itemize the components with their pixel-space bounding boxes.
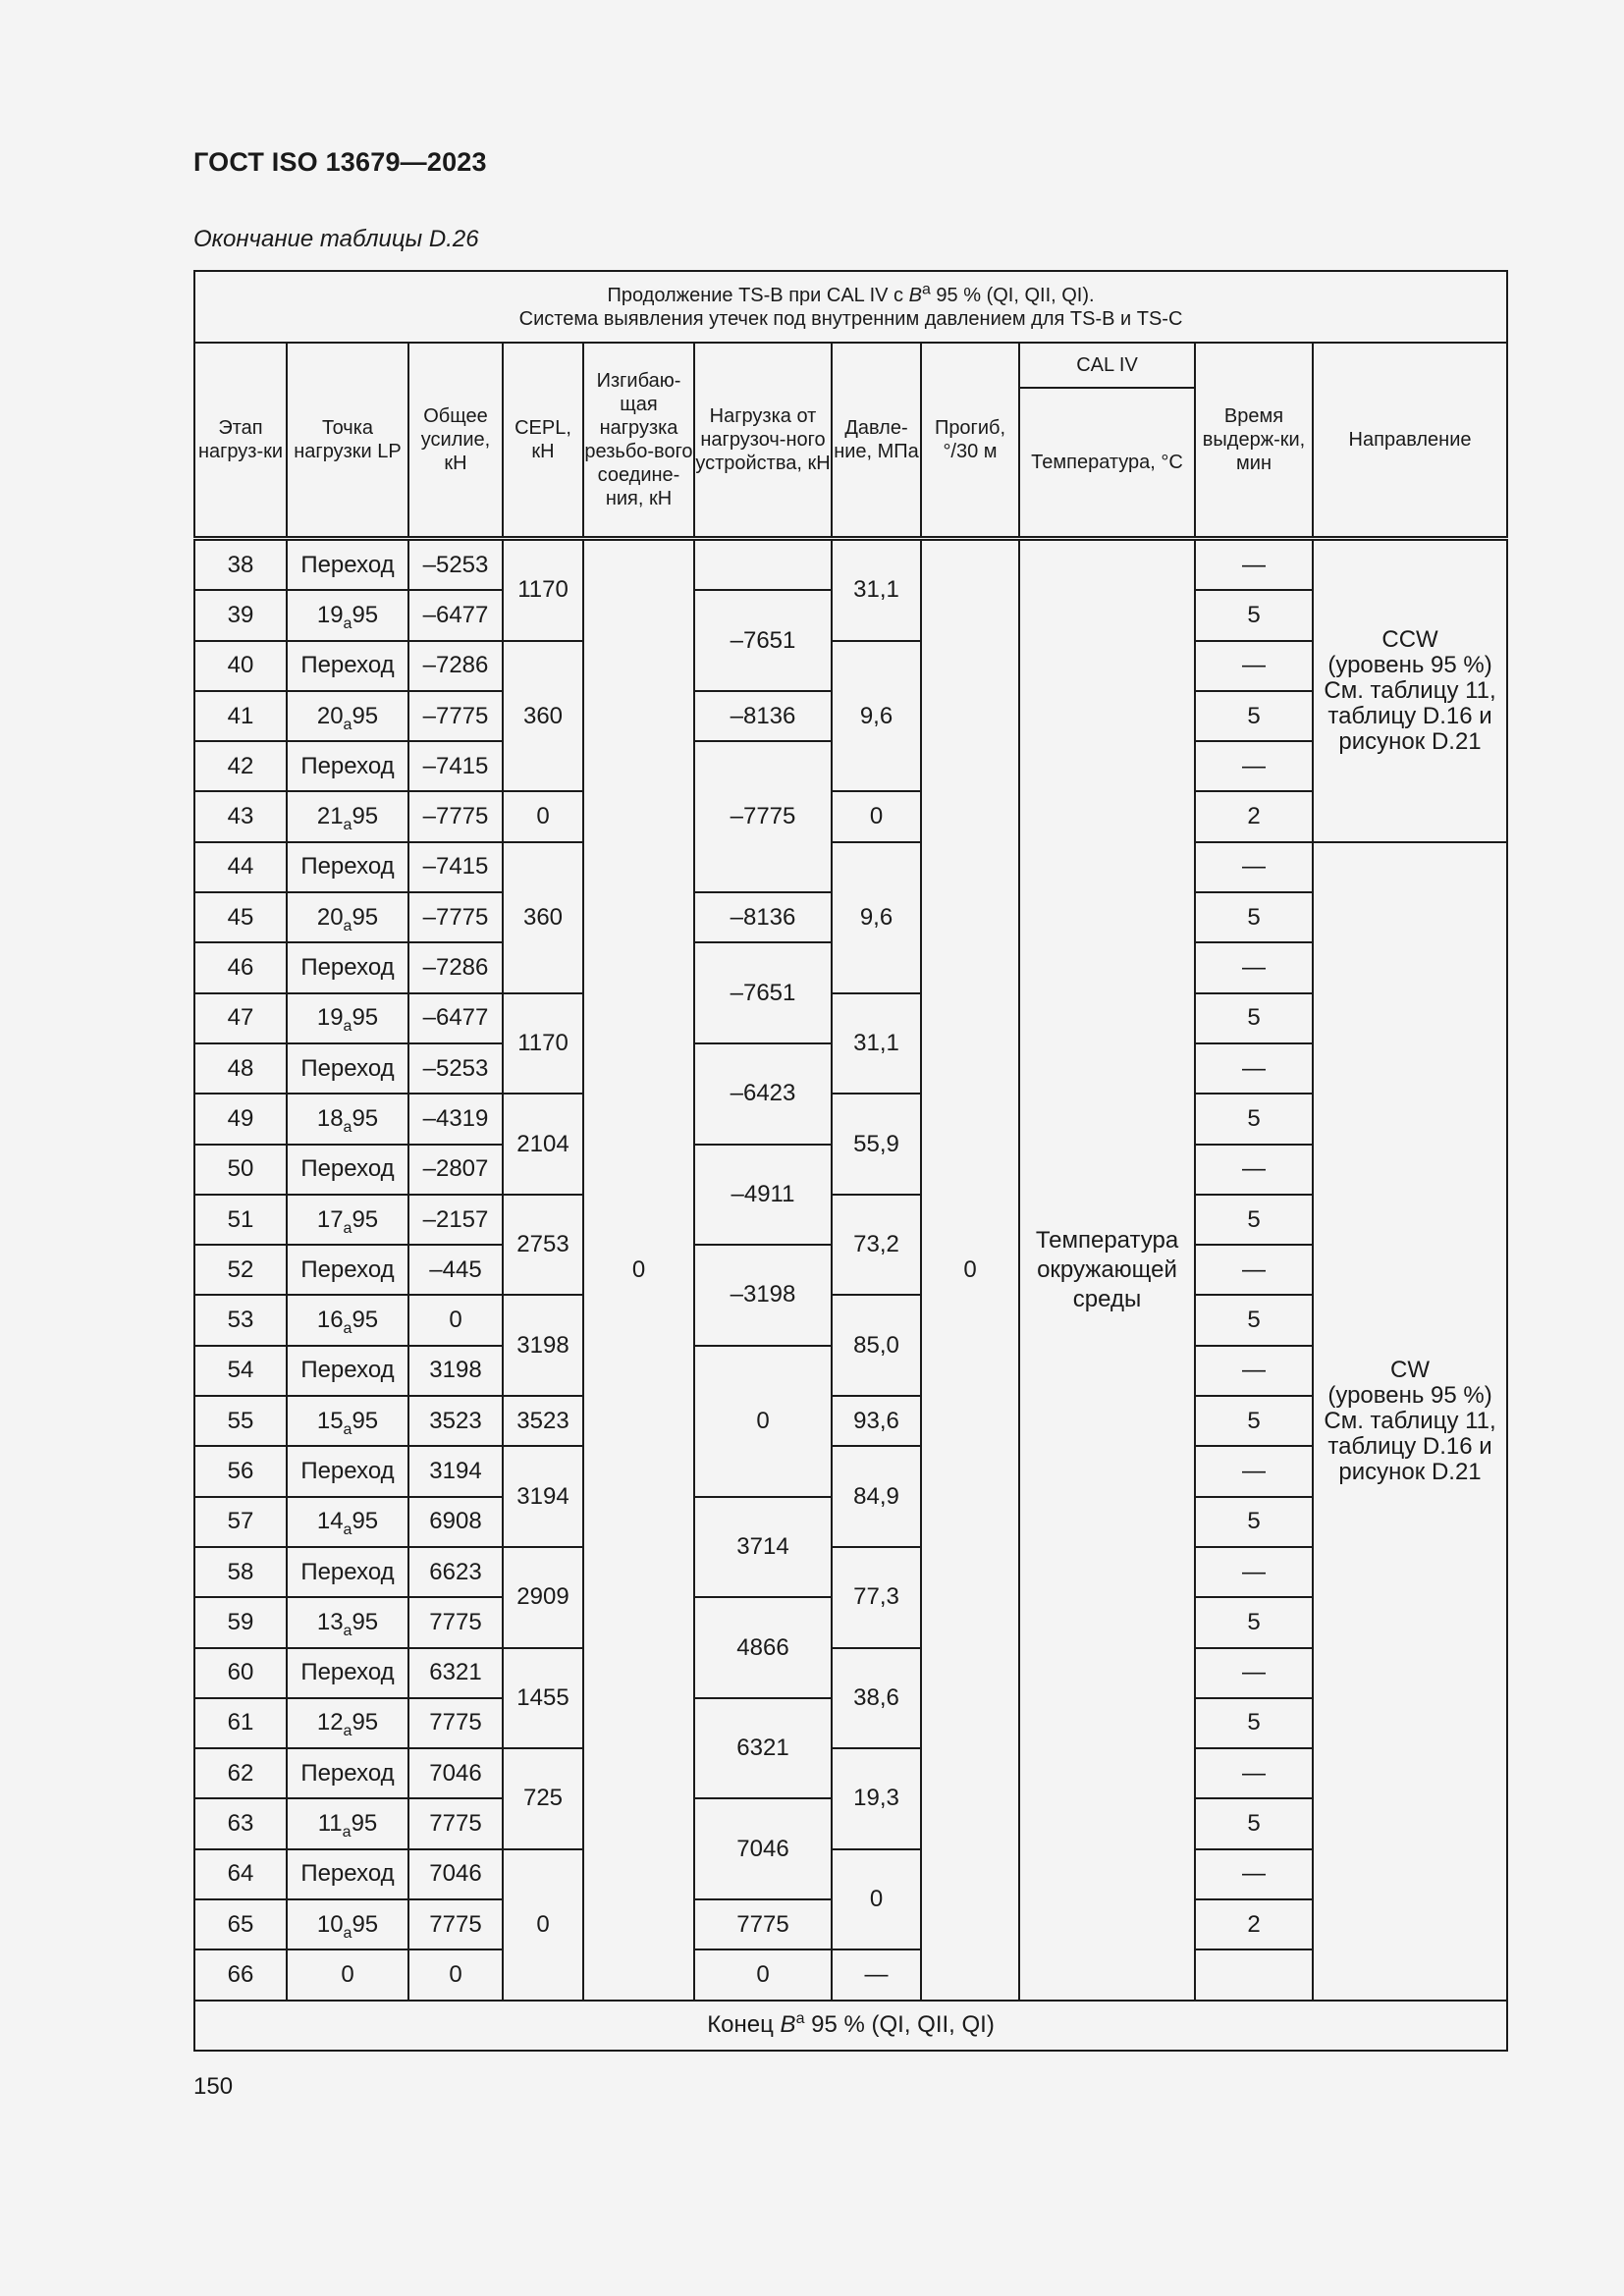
- device-load-cell: –8136: [694, 691, 832, 741]
- total-force-cell: –7286: [408, 641, 503, 691]
- col-header-cepl: CEPL, кН: [503, 343, 583, 539]
- total-force-cell: –6477: [408, 590, 503, 640]
- load-point-cell: [287, 1346, 408, 1396]
- total-force-cell: –7775: [408, 691, 503, 741]
- device-load-cell: –3198: [694, 1245, 832, 1346]
- direction-text: рисунок D.21: [1338, 727, 1482, 755]
- total-force-cell: 3198: [408, 1346, 503, 1396]
- pressure-cell: 77,3: [832, 1547, 921, 1648]
- hold-time-cell: 5: [1195, 1597, 1313, 1647]
- col-header-point: Точка нагрузки LP: [287, 343, 408, 539]
- load-point-text: Переход: [300, 1255, 395, 1283]
- table-row: [194, 993, 1507, 1043]
- hold-time-cell: 5: [1195, 1195, 1313, 1245]
- table-row: [194, 1748, 1507, 1798]
- total-force-cell: –4319: [408, 1094, 503, 1144]
- table-row: [194, 1547, 1507, 1597]
- stage-cell: 43: [194, 791, 287, 841]
- hold-time-cell: —: [1195, 741, 1313, 791]
- hold-time-cell: —: [1195, 1346, 1313, 1396]
- load-point-cell: [287, 1849, 408, 1899]
- hold-time-cell: 2: [1195, 1899, 1313, 1949]
- pressure-cell: 85,0: [832, 1295, 921, 1396]
- cepl-cell: 0: [503, 1849, 583, 2001]
- load-point-text: 20: [316, 903, 344, 931]
- banner-superscript: a: [921, 280, 931, 297]
- stage-cell: 60: [194, 1648, 287, 1698]
- load-point-cell: [287, 1597, 408, 1647]
- hold-time-cell: —: [1195, 1043, 1313, 1094]
- direction-text: CW: [1390, 1356, 1431, 1383]
- stage-cell: 50: [194, 1145, 287, 1195]
- stage-cell: 65: [194, 1899, 287, 1949]
- pressure-cell: 55,9: [832, 1094, 921, 1195]
- load-point-text: 17: [316, 1205, 344, 1233]
- load-point-cell: [287, 1497, 408, 1547]
- load-point-subscript: a: [343, 817, 352, 834]
- load-point-text: Переход: [300, 1155, 395, 1183]
- col-header-deflection: Прогиб, °/30 м: [921, 343, 1019, 539]
- cepl-cell: 2909: [503, 1547, 583, 1648]
- load-point-suffix: 95: [352, 1910, 379, 1938]
- load-point-text: Переход: [300, 1054, 395, 1082]
- device-load-cell: 6321: [694, 1698, 832, 1799]
- load-point-cell: [287, 1396, 408, 1446]
- load-point-text: 16: [316, 1307, 344, 1334]
- cepl-cell: 1170: [503, 993, 583, 1095]
- hold-time-cell: —: [1195, 1849, 1313, 1899]
- hold-time-cell: 5: [1195, 1295, 1313, 1345]
- stage-cell: 56: [194, 1446, 287, 1496]
- cepl-cell: 3523: [503, 1396, 583, 1446]
- load-point-suffix: 95: [352, 702, 379, 729]
- direction-text: См. таблицу 11,: [1324, 1407, 1496, 1434]
- col-header-cal-iv: CAL IV: [1019, 343, 1195, 388]
- load-point-cell: [287, 892, 408, 942]
- load-point-text: 10: [316, 1910, 344, 1938]
- load-point-text: 12: [316, 1709, 344, 1736]
- load-point-subscript: a: [343, 1420, 352, 1438]
- load-point-cell: [287, 1748, 408, 1798]
- load-point-suffix: 95: [352, 1004, 379, 1032]
- table-body: [194, 539, 1507, 2001]
- cepl-cell: 1455: [503, 1648, 583, 1749]
- total-force-cell: 6623: [408, 1547, 503, 1597]
- device-load-cell: –7775: [694, 741, 832, 892]
- total-force-cell: –7775: [408, 892, 503, 942]
- cepl-cell: 725: [503, 1748, 583, 1849]
- load-point-cell: [287, 1798, 408, 1848]
- load-point-cell: [287, 1949, 408, 2000]
- cepl-cell: 0: [503, 791, 583, 841]
- load-point-cell: [287, 539, 408, 591]
- col-header-bending: Изгибаю-щая нагрузка резьбо-вого соедине-ния, кН: [583, 343, 694, 539]
- stage-cell: 58: [194, 1547, 287, 1597]
- table-row: [194, 1849, 1507, 1899]
- load-point-suffix: 95: [352, 1709, 379, 1736]
- total-force-cell: –5253: [408, 539, 503, 591]
- direction-text: таблицу D.16 и: [1327, 702, 1492, 729]
- table-row: [194, 1396, 1507, 1446]
- load-point-text: 20: [316, 702, 344, 729]
- device-load-cell: 0: [694, 1346, 832, 1497]
- table-row: [194, 1195, 1507, 1245]
- hold-time-cell: —: [1195, 942, 1313, 992]
- stage-cell: 45: [194, 892, 287, 942]
- direction-text: CCW: [1381, 625, 1438, 653]
- pressure-cell: 93,6: [832, 1396, 921, 1446]
- load-point-subscript: a: [343, 1219, 352, 1237]
- stage-cell: 53: [194, 1295, 287, 1345]
- stage-cell: 48: [194, 1043, 287, 1094]
- device-load-cell: 7046: [694, 1798, 832, 1899]
- device-load-cell: –4911: [694, 1145, 832, 1246]
- total-force-cell: 0: [408, 1949, 503, 2000]
- footer-b-symbol: B: [780, 2011, 796, 2039]
- pressure-cell: 9,6: [832, 641, 921, 792]
- load-point-subscript: a: [343, 1320, 352, 1338]
- load-point-text: 19: [316, 1004, 344, 1032]
- pressure-cell: 0: [832, 791, 921, 841]
- hold-time-cell: —: [832, 1949, 921, 2000]
- load-point-subscript: a: [343, 1622, 352, 1639]
- stage-cell: 51: [194, 1195, 287, 1245]
- load-point-text: Переход: [300, 1759, 395, 1787]
- hold-time-cell: 5: [1195, 1396, 1313, 1446]
- table-row: [194, 539, 1507, 591]
- stage-cell: 61: [194, 1698, 287, 1748]
- pressure-cell: 38,6: [832, 1648, 921, 1749]
- pressure-cell: 0: [832, 1849, 921, 1950]
- direction-cell: [1313, 842, 1507, 2001]
- load-point-text: Переход: [300, 1558, 395, 1585]
- hold-time-cell: —: [1195, 1748, 1313, 1798]
- device-load-cell: –6423: [694, 1043, 832, 1145]
- load-point-suffix: 95: [352, 1104, 379, 1132]
- hold-time-cell: 5: [1195, 1497, 1313, 1547]
- document-title: ГОСТ ISO 13679—2023: [193, 147, 487, 177]
- stage-cell: 47: [194, 993, 287, 1043]
- temperature-cell: Температура окружающей среды: [1019, 539, 1195, 2001]
- stage-cell: 63: [194, 1798, 287, 1848]
- hold-time-cell: 2: [1195, 791, 1313, 841]
- load-point-cell: [287, 942, 408, 992]
- load-point-cell: [287, 791, 408, 841]
- cepl-cell: 1170: [503, 539, 583, 641]
- load-point-subscript: a: [342, 1824, 352, 1842]
- direction-text: рисунок D.21: [1338, 1458, 1482, 1485]
- device-load-cell: –7651: [694, 590, 832, 691]
- load-point-cell: [287, 691, 408, 741]
- load-point-cell: [287, 1094, 408, 1144]
- total-force-cell: –7415: [408, 842, 503, 892]
- load-point-text: Переход: [300, 853, 395, 881]
- page-number: 150: [193, 2073, 234, 2100]
- cepl-cell: 3198: [503, 1295, 583, 1396]
- pressure-cell: 73,2: [832, 1195, 921, 1296]
- table-row: [194, 1949, 1507, 2000]
- stage-cell: 62: [194, 1748, 287, 1798]
- direction-cell: [1313, 539, 1507, 842]
- device-load-cell: –8136: [694, 892, 832, 942]
- load-point-subscript: a: [343, 1018, 352, 1036]
- load-point-text: Переход: [300, 1357, 395, 1384]
- table-row: [194, 1446, 1507, 1496]
- col-header-temperature: Температура, °С: [1019, 388, 1195, 538]
- col-header-device-load: Нагрузка от нагрузоч-ного устройства, кН: [694, 343, 832, 539]
- pressure-cell: 84,9: [832, 1446, 921, 1547]
- load-point-subscript: a: [343, 1723, 352, 1740]
- device-load-cell: –7651: [694, 942, 832, 1043]
- footer-text-1: Конец: [707, 2011, 781, 2039]
- direction-text: таблицу D.16 и: [1327, 1432, 1492, 1460]
- device-load-cell: [694, 539, 832, 591]
- stage-cell: 46: [194, 942, 287, 992]
- load-point-text: Переход: [300, 652, 395, 679]
- load-point-suffix: 95: [352, 1307, 379, 1334]
- hold-time-cell: 5: [1195, 691, 1313, 741]
- hold-time-cell: —: [1195, 1547, 1313, 1597]
- banner-text-2: 95 % (QI, QII, QI).: [930, 284, 1095, 306]
- load-point-suffix: 95: [352, 803, 379, 830]
- load-point-subscript: a: [343, 1924, 352, 1942]
- stage-cell: 39: [194, 590, 287, 640]
- cepl-cell: 2753: [503, 1195, 583, 1296]
- total-force-cell: –7286: [408, 942, 503, 992]
- col-header-direction: Направление: [1313, 343, 1507, 539]
- col-header-pressure: Давле-ние, МПа: [832, 343, 921, 539]
- load-point-subscript: a: [343, 716, 352, 733]
- total-force-cell: 6321: [408, 1648, 503, 1698]
- stage-cell: 40: [194, 641, 287, 691]
- hold-time-cell: —: [1195, 1245, 1313, 1295]
- cepl-cell: 360: [503, 641, 583, 792]
- direction-text: (уровень 95 %): [1327, 651, 1492, 678]
- load-point-text: Переход: [300, 752, 395, 779]
- stage-cell: 41: [194, 691, 287, 741]
- hold-time-cell: —: [1195, 1145, 1313, 1195]
- device-load-cell: 4866: [694, 1597, 832, 1698]
- load-point-text: Переход: [300, 1860, 395, 1888]
- load-point-text: Переход: [300, 1457, 395, 1484]
- hold-time-cell: —: [1195, 1648, 1313, 1698]
- load-point-cell: [287, 1698, 408, 1748]
- load-point-subscript: a: [343, 1522, 352, 1539]
- total-force-cell: –2157: [408, 1195, 503, 1245]
- total-force-cell: 3194: [408, 1446, 503, 1496]
- table-row: [194, 791, 1507, 841]
- load-point-suffix: 95: [352, 1407, 379, 1434]
- stage-cell: 38: [194, 539, 287, 591]
- total-force-cell: 7046: [408, 1748, 503, 1798]
- load-point-subscript: a: [343, 1118, 352, 1136]
- load-point-cell: [287, 1145, 408, 1195]
- total-force-cell: –5253: [408, 1043, 503, 1094]
- load-point-suffix: 95: [352, 601, 379, 628]
- banner-text-1: Продолжение TS-B при CAL IV с: [607, 284, 909, 306]
- cepl-cell: 2104: [503, 1094, 583, 1195]
- load-point-cell: [287, 842, 408, 892]
- load-point-cell: [287, 1043, 408, 1094]
- load-point-text: 21: [316, 803, 344, 830]
- table-caption: Окончание таблицы D.26: [193, 226, 479, 252]
- table-banner: [194, 271, 1507, 343]
- load-point-cell: [287, 741, 408, 791]
- load-point-suffix: 95: [351, 1810, 378, 1838]
- load-point-text: Переход: [300, 1659, 395, 1686]
- total-force-cell: 7775: [408, 1899, 503, 1949]
- load-point-text: 13: [316, 1608, 344, 1635]
- total-force-cell: 7775: [408, 1597, 503, 1647]
- load-point-cell: [287, 1547, 408, 1597]
- load-point-suffix: 95: [352, 1508, 379, 1535]
- hold-time-cell: —: [1195, 641, 1313, 691]
- pressure-cell: 31,1: [832, 993, 921, 1095]
- total-force-cell: 0: [408, 1295, 503, 1345]
- data-table: [193, 270, 1508, 2052]
- total-force-cell: –445: [408, 1245, 503, 1295]
- pressure-cell: 19,3: [832, 1748, 921, 1849]
- load-point-cell: [287, 993, 408, 1043]
- hold-time-cell: —: [1195, 539, 1313, 591]
- stage-cell: 57: [194, 1497, 287, 1547]
- stage-cell: 42: [194, 741, 287, 791]
- load-point-cell: [287, 1245, 408, 1295]
- stage-cell: 49: [194, 1094, 287, 1144]
- total-force-cell: 7046: [408, 1849, 503, 1899]
- hold-time-cell: —: [1195, 842, 1313, 892]
- table-row: [194, 641, 1507, 691]
- total-force-cell: –7415: [408, 741, 503, 791]
- stage-cell: 52: [194, 1245, 287, 1295]
- load-point-cell: [287, 1295, 408, 1345]
- cepl-cell: 3194: [503, 1446, 583, 1547]
- bending-load-cell: 0: [583, 539, 694, 2001]
- load-point-suffix: 95: [352, 903, 379, 931]
- total-force-cell: 3523: [408, 1396, 503, 1446]
- device-load-cell: 7775: [694, 1899, 832, 1949]
- hold-time-cell: 5: [1195, 590, 1313, 640]
- table-row: [194, 1648, 1507, 1698]
- col-header-stage: Этап нагруз-ки: [194, 343, 287, 539]
- stage-cell: 64: [194, 1849, 287, 1899]
- direction-text: См. таблицу 11,: [1324, 676, 1496, 704]
- table-row: [194, 1094, 1507, 1144]
- load-point-text: 18: [316, 1104, 344, 1132]
- stage-cell: 55: [194, 1396, 287, 1446]
- total-force-cell: 6908: [408, 1497, 503, 1547]
- load-point-subscript: a: [343, 614, 352, 632]
- cepl-cell: 360: [503, 842, 583, 993]
- pressure-cell: 9,6: [832, 842, 921, 993]
- banner-subtitle: Система выявления утечек под внутренним давлением для TS-B и TS-C: [518, 307, 1183, 330]
- device-load-cell: 0: [694, 1949, 832, 2000]
- device-load-cell: 3714: [694, 1497, 832, 1598]
- load-point-cell: [287, 1648, 408, 1698]
- col-header-hold-time: Время выдерж-ки, мин: [1195, 343, 1313, 539]
- load-point-cell: [287, 590, 408, 640]
- total-force-cell: –6477: [408, 993, 503, 1043]
- total-force-cell: 7775: [408, 1698, 503, 1748]
- col-header-total-force: Общее усилие, кН: [408, 343, 503, 539]
- load-point-suffix: 95: [352, 1205, 379, 1233]
- load-point-text: 14: [316, 1508, 344, 1535]
- stage-cell: 59: [194, 1597, 287, 1647]
- load-point-text: Переход: [300, 954, 395, 982]
- total-force-cell: –2807: [408, 1145, 503, 1195]
- total-force-cell: 7775: [408, 1798, 503, 1848]
- load-point-cell: [287, 641, 408, 691]
- load-point-text: 19: [316, 601, 344, 628]
- footer-superscript: a: [795, 2010, 805, 2028]
- load-point-text: 15: [316, 1407, 344, 1434]
- load-point-subscript: a: [343, 917, 352, 934]
- table-footer: [194, 2001, 1507, 2051]
- footer-text-2: 95 % (QI, QII, QI): [804, 2011, 995, 2039]
- hold-time-cell: 5: [1195, 993, 1313, 1043]
- load-point-cell: [287, 1446, 408, 1496]
- load-point-text: Переход: [300, 551, 395, 578]
- hold-time-cell: 5: [1195, 1698, 1313, 1748]
- load-point-text: 11: [317, 1810, 343, 1838]
- banner-b-symbol: B: [908, 284, 922, 306]
- hold-time-cell: 5: [1195, 1094, 1313, 1144]
- pressure-cell: 31,1: [832, 539, 921, 641]
- load-point-cell: [287, 1195, 408, 1245]
- deflection-cell: 0: [921, 539, 1019, 2001]
- load-point-cell: [287, 1899, 408, 1949]
- table-row: [194, 842, 1507, 892]
- stage-cell: 54: [194, 1346, 287, 1396]
- stage-cell: 66: [194, 1949, 287, 2000]
- table-row: [194, 1295, 1507, 1345]
- hold-time-cell: —: [1195, 1446, 1313, 1496]
- hold-time-cell: 5: [1195, 892, 1313, 942]
- stage-cell: 44: [194, 842, 287, 892]
- load-point-text: 0: [341, 1960, 354, 1988]
- total-force-cell: –7775: [408, 791, 503, 841]
- hold-time-cell: 5: [1195, 1798, 1313, 1848]
- load-point-suffix: 95: [352, 1608, 379, 1635]
- direction-text: (уровень 95 %): [1327, 1381, 1492, 1409]
